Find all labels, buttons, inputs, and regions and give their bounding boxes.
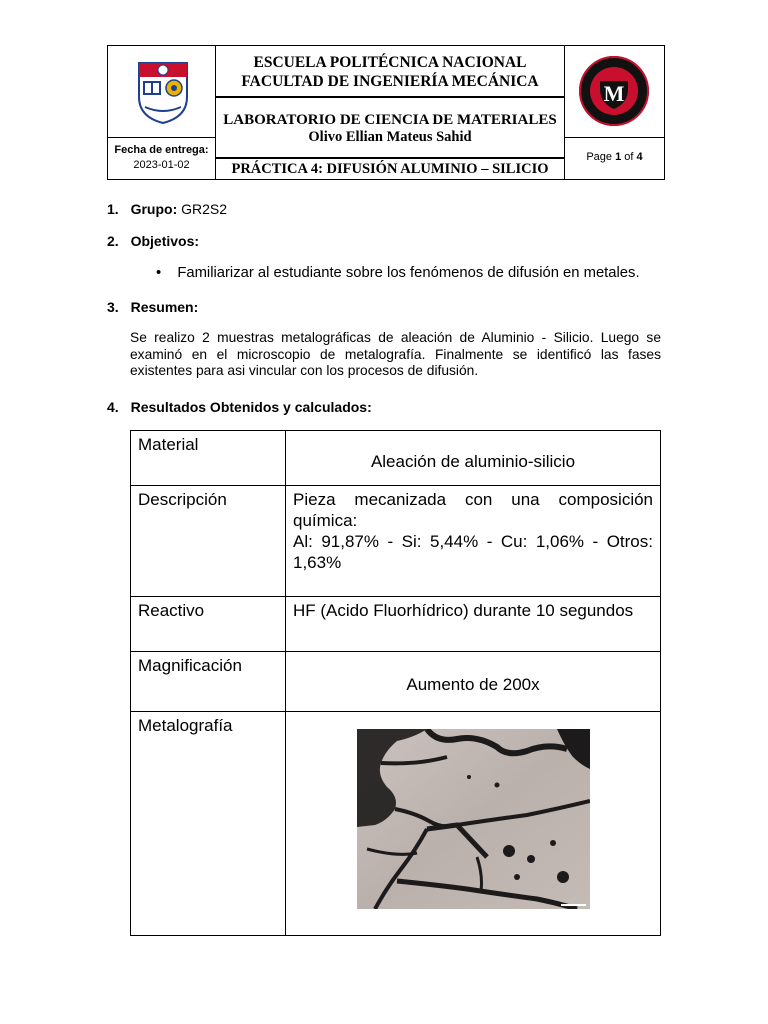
table-row [131,652,661,712]
section-objetivos [107,232,199,250]
material-label: Material [131,431,286,486]
table-row [131,486,661,597]
section-label: Resultados Obtenidos y calculados: [130,399,372,415]
micrograph-image [357,729,590,909]
institution-name: ESCUELA POLITÉCNICA NACIONAL [253,54,527,71]
description-label: Descripción [131,486,286,597]
table-row [131,431,661,486]
page-prefix: Page [586,151,613,163]
date-value: 2023-01-02 [133,159,190,171]
lab-cell [215,97,565,158]
description-line-2: Al: 91,87% - Si: 5,44% - Cu: 1,06% - Otros: 1,63% [293,532,653,572]
material-value: Aleación de aluminio-silicio [286,431,661,486]
section-grupo [107,200,227,218]
lab-name: LABORATORIO DE CIENCIA DE MATERIALES [223,112,557,128]
objective-text: Familiarizar al estudiante sobre los fenómenos de difusión en metales. [177,265,640,281]
section-number: 3. [107,299,119,315]
magnification-value: Aumento de 200x [286,652,661,712]
page-indicator [565,151,664,163]
table-row [131,712,661,936]
description-line-1: Pieza mecanizada con una composición química: [293,490,653,530]
section-label: Objetivos: [130,233,200,249]
epn-logo [135,59,191,125]
section-number: 1. [107,201,119,217]
page-total: 4 [636,151,643,163]
description-value [286,486,661,597]
reagent-value: HF (Acido Fluorhídrico) durante 10 segundos [286,597,661,652]
practice-cell [215,158,565,180]
section-resultados [107,398,372,416]
page-current: 1 [615,151,622,163]
reagent-label: Reactivo [131,597,286,652]
page-of: of [624,151,634,163]
institution-cell [215,45,565,97]
svg-text:M: M [603,81,625,106]
section-number: 2. [107,233,119,249]
metallography-label: Metalografía [131,712,286,936]
objective-item [156,264,640,282]
faculty-emblem [578,55,650,127]
page-cell [565,138,665,180]
section-number: 4. [107,399,119,415]
section-label: Resumen: [130,299,199,315]
section-resumen [107,298,198,316]
results-table [130,430,661,936]
date-label: Fecha de entrega: [114,144,209,156]
bullet: • [156,265,162,281]
practice-title: PRÁCTICA 4: DIFUSIÓN ALUMINIO – SILICIO [231,161,549,177]
date-cell [107,138,215,180]
group-value: GR2S2 [181,201,228,217]
author-name: Olivo Ellian Mateus Sahid [308,129,472,145]
logo-cell [107,45,215,138]
magnification-label: Magnificación [131,652,286,712]
emblem-cell [565,45,665,138]
section-label: Grupo: [130,201,178,217]
faculty-name: FACULTAD DE INGENIERÍA MECÁNICA [241,73,539,90]
metallography-image-cell [286,712,661,936]
summary-text: Se realizo 2 muestras metalográficas de aleación de Aluminio - Silicio. Luego se examinó en el microscopio de metalografía. Finalmente se identificó las fases existentes para asi vincular con los procesos de difusión. [130,330,661,378]
table-row [131,597,661,652]
